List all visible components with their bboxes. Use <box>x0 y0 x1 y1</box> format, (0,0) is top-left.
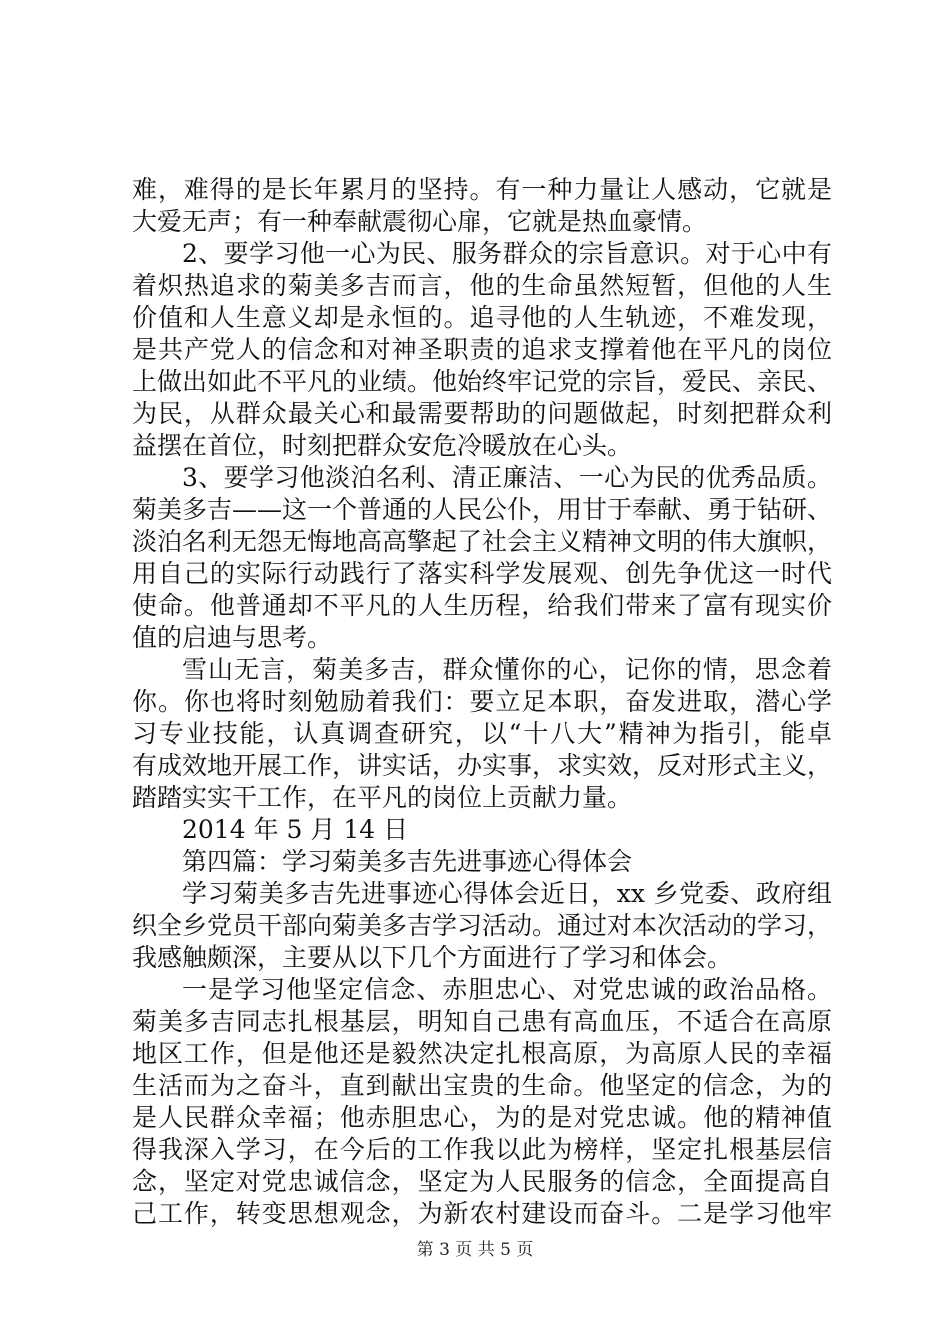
paragraph-start-line: 学习菊美多吉先进事迹心得体会近日，xx 乡党委、政府组 <box>182 879 832 908</box>
text-line: 菊美多吉同志扎根基层，明知自己患有高血压，不适合在高原 <box>132 1007 832 1036</box>
text-line: 价值和人生意义却是永恒的。追寻他的人生轨迹，不难发现， <box>132 303 832 332</box>
text-line: 念，坚定对党忠诚信念，坚定为人民服务的信念，全面提高自 <box>132 1167 832 1196</box>
text-line: 是人民群众幸福；他赤胆忠心，为的是对党忠诚。他的精神值 <box>132 1103 832 1132</box>
paragraph-start-line: 一是学习他坚定信念、赤胆忠心、对党忠诚的政治品格。 <box>182 975 832 1004</box>
text-line: 上做出如此不平凡的业绩。他始终牢记党的宗旨，爱民、亲民、 <box>132 367 832 396</box>
text-line: 是共产党人的信念和对神圣职责的追求支撑着他在平凡的岗位 <box>132 335 832 364</box>
text-line: 我感触颇深，主要从以下几个方面进行了学习和体会。 <box>132 943 733 972</box>
text-line: 有成效地开展工作，讲实话，办实事，求实效，反对形式主义， <box>132 751 832 780</box>
page-number-footer: 第 3 页 共 5 页 <box>416 1240 534 1260</box>
text-line: 地区工作，但是他还是毅然决定扎根高原，为高原人民的幸福 <box>132 1039 832 1068</box>
paragraph-start-line: 3、要学习他淡泊名利、清正廉洁、一心为民的优秀品质。 <box>182 463 832 492</box>
paragraph-start-line: 2、要学习他一心为民、服务群众的宗旨意识。对于心中有 <box>182 239 832 268</box>
text-line: 值的启迪与思考。 <box>132 623 333 652</box>
text-line: 用自己的实际行动践行了落实科学发展观、创先争优这一时代 <box>132 559 832 588</box>
date-line: 2014 年 5 月 14 日 <box>182 815 409 844</box>
text-line: 己工作，转变思想观念，为新农村建设而奋斗。二是学习他牢 <box>132 1199 832 1228</box>
text-line: 织全乡党员干部向菊美多吉学习活动。通过对本次活动的学习， <box>132 911 832 940</box>
text-line: 难，难得的是长年累月的坚持。有一种力量让人感动，它就是 <box>132 175 832 204</box>
text-line: 着炽热追求的菊美多吉而言，他的生命虽然短暂，但他的人生 <box>132 271 832 300</box>
paragraph-start-line: 雪山无言，菊美多吉，群众懂你的心，记你的情，思念着 <box>182 655 832 684</box>
text-line: 使命。他普通却不平凡的人生历程，给我们带来了富有现实价 <box>132 591 832 620</box>
text-line: 你。你也将时刻勉励着我们：要立足本职，奋发进取，潜心学 <box>132 687 832 716</box>
section-title: 第四篇：学习菊美多吉先进事迹心得体会 <box>182 847 633 876</box>
text-line: 得我深入学习，在今后的工作我以此为榜样，坚定扎根基层信 <box>132 1135 832 1164</box>
text-line: 大爱无声；有一种奉献震彻心扉，它就是热血豪情。 <box>132 207 708 236</box>
text-line: 习专业技能，认真调查研究，以“十八大”精神为指引，能卓 <box>132 719 832 748</box>
text-line: 淡泊名利无怨无悔地高高擎起了社会主义精神文明的伟大旗帜， <box>132 527 832 556</box>
document-body <box>132 174 832 1230</box>
text-line: 为民，从群众最关心和最需要帮助的问题做起，时刻把群众利 <box>132 399 832 428</box>
text-line: 益摆在首位，时刻把群众安危冷暖放在心头。 <box>132 431 633 460</box>
text-line: 生活而为之奋斗，直到献出宝贵的生命。他坚定的信念，为的 <box>132 1071 832 1100</box>
text-line: 菊美多吉——这一个普通的人民公仆，用甘于奉献、勇于钻研、 <box>132 495 832 524</box>
text-line: 踏踏实实干工作，在平凡的岗位上贡献力量。 <box>132 783 633 812</box>
